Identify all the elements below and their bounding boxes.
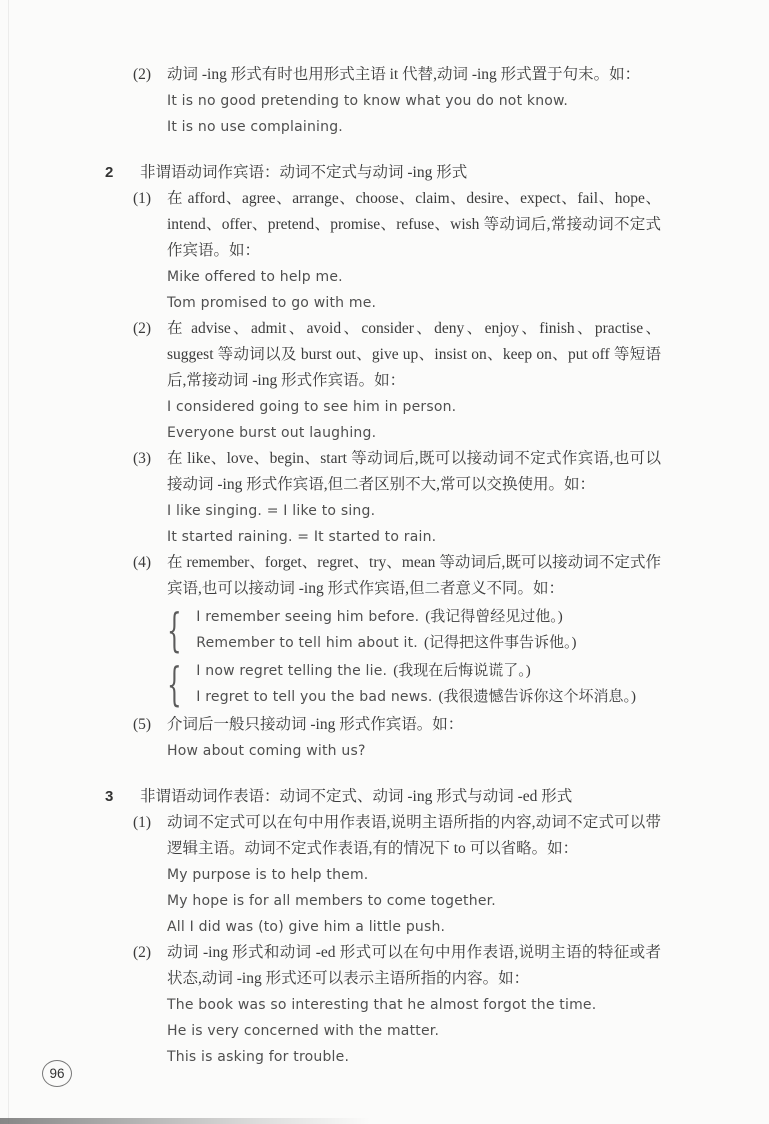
example-sentence: Everyone burst out laughing. [167, 425, 377, 441]
page-content [105, 62, 661, 1070]
example-zh: (记得把这件事告诉他。) [423, 635, 577, 651]
left-brace-icon [167, 659, 182, 709]
example-sentence: How about coming with us? [167, 743, 366, 759]
example-en: Remember to tell him about it. [196, 635, 418, 651]
item-text: 动词 -ing 形式有时也用形式主语 it 代替,动词 -ing 形式置于句末。如： [167, 66, 641, 83]
section-title: 非谓语动词作宾语：动词不定式与动词 -ing 形式 [140, 164, 468, 181]
example-sentence: He is very concerned with the matter. [167, 1023, 440, 1039]
list-item [133, 316, 661, 446]
list-item [133, 550, 661, 712]
example-sentence: It is no good pretending to know what you do not know. [167, 93, 569, 109]
lead-list-item [133, 62, 661, 140]
example-sentence: It started raining. = It started to rain. [167, 529, 437, 545]
example-sentence [196, 604, 661, 630]
example-zh: (我记得曾经见过他。) [425, 609, 563, 625]
section-heading [105, 784, 661, 810]
item-text: 动词 -ing 形式和动词 -ed 形式可以在句中用作表语,说明主语的特征或者状态,动词 -ing 形式还可以表示主语所指的内容。如： [167, 944, 661, 987]
example-sentence: I considered going to see him in person. [167, 399, 457, 415]
section-number: 2 [105, 164, 114, 181]
example-sentence: All I did was (to) give him a little push. [167, 919, 446, 935]
item-text: 在 advise、admit、avoid、consider、deny、enjoy、finish、practise、suggest 等动词以及 burst out、give up、insist on、keep on、put off 等短语后,常接动词 -ing 形式作宾语。如： [167, 320, 661, 389]
example-en: I remember seeing him before. [196, 609, 420, 625]
item-text: 在 like、love、begin、start 等动词后,既可以接动词不定式作宾语,也可以接动词 -ing 形式作宾语,但二者区别不大,常可以交换使用。如： [167, 450, 661, 493]
item-label: (5) [133, 716, 152, 733]
section-2 [105, 160, 661, 764]
example-sentence: Tom promised to go with me. [167, 295, 377, 311]
section-heading [105, 160, 661, 186]
example-sentence: My hope is for all members to come together. [167, 893, 496, 909]
example-sentence: The book was so interesting that he almost forgot the time. [167, 997, 597, 1013]
left-brace-icon [167, 605, 182, 655]
item-label: (2) [133, 66, 152, 83]
item-text: 介词后一般只接动词 -ing 形式作宾语。如： [167, 716, 464, 733]
example-sentence [196, 658, 661, 684]
list-item [133, 810, 661, 940]
page-edge-line [8, 0, 9, 1124]
item-label: (1) [133, 814, 152, 831]
example-brace-group [167, 658, 661, 710]
item-text: 动词不定式可以在句中用作表语,说明主语所指的内容,动词不定式可以带逻辑主语。动词不定式作表语,有的情况下 to 可以省略。如： [167, 814, 661, 857]
example-en: I now regret telling the lie. [196, 663, 388, 679]
item-label: (2) [133, 944, 152, 961]
example-sentence: Mike offered to help me. [167, 269, 343, 285]
item-text: 在 remember、forget、regret、try、mean 等动词后,既可以接动词不定式作宾语,也可以接动词 -ing 形式作宾语,但二者意义不同。如： [167, 554, 661, 597]
section-number: 3 [105, 788, 114, 805]
list-item [133, 712, 661, 764]
item-text: 在 afford、agree、arrange、choose、claim、desire、expect、fail、hope、intend、offer、pretend、promise、refuse、wish 等动词后,常接动词不定式作宾语。如： [167, 190, 661, 259]
page-number-badge: 96 [42, 1060, 72, 1087]
example-sentence: This is asking for trouble. [167, 1049, 350, 1065]
example-sentence: I like singing. = I like to sing. [167, 503, 376, 519]
bottom-scan-shadow [0, 1118, 370, 1124]
list-item [133, 186, 661, 316]
list-item [133, 940, 661, 1070]
section-title: 非谓语动词作表语：动词不定式、动词 -ing 形式与动词 -ed 形式 [140, 788, 573, 805]
item-label: (2) [133, 320, 152, 337]
item-label: (4) [133, 554, 152, 571]
example-zh: (我现在后悔说谎了。) [393, 663, 531, 679]
example-sentence [196, 684, 661, 710]
example-zh: (我很遗憾告诉你这个坏消息。) [438, 689, 637, 705]
example-brace-group [167, 604, 661, 656]
list-item [133, 446, 661, 550]
example-sentence: My purpose is to help them. [167, 867, 369, 883]
example-sentence: It is no use complaining. [167, 119, 343, 135]
item-label: (3) [133, 450, 152, 467]
example-en: I regret to tell you the bad news. [196, 689, 433, 705]
section-3 [105, 784, 661, 1070]
example-sentence [196, 630, 661, 656]
item-label: (1) [133, 190, 152, 207]
